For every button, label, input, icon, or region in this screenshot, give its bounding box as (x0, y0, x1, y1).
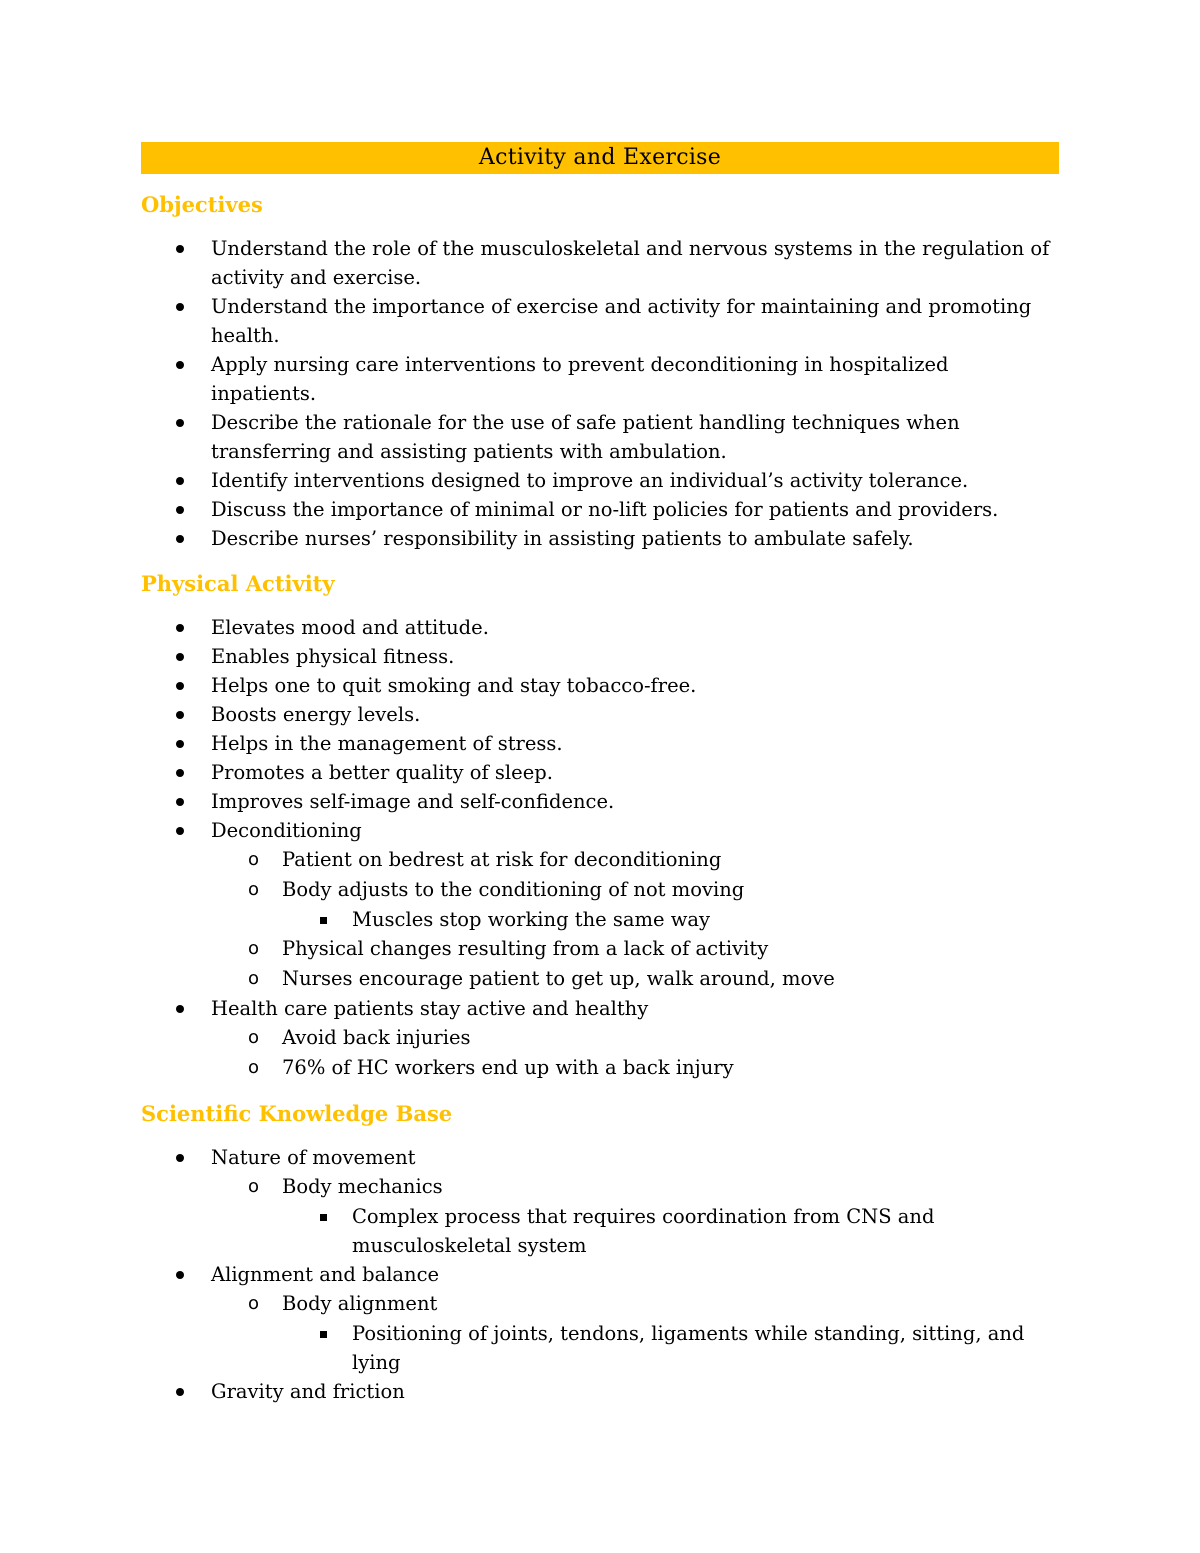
list-item-text: Nurses encourage patient to get up, walk around, move (282, 967, 835, 990)
list-item (141, 613, 1059, 642)
bullet-list-level-2 (211, 1289, 1059, 1377)
document-body (141, 142, 1059, 1412)
list-item (141, 905, 1059, 934)
list-item (141, 787, 1059, 816)
list-item (141, 875, 1059, 934)
list-item-text: Helps one to quit smoking and stay tobacco-free. (211, 674, 697, 697)
list-item (141, 292, 1059, 350)
list-item (141, 729, 1059, 758)
list-item-text: Deconditioning (211, 819, 362, 842)
list-item-text: Identify interventions designed to improve an individual’s activity tolerance. (211, 469, 969, 492)
bullet-list-level-1 (141, 234, 1059, 553)
list-item-text: Health care patients stay active and healthy (211, 997, 649, 1020)
list-item (141, 845, 1059, 875)
section-heading: Physical Activity (141, 571, 335, 596)
list-item (141, 700, 1059, 729)
bullet-list-level-2 (211, 1172, 1059, 1260)
list-item-text: Patient on bedrest at risk for deconditioning (282, 848, 722, 871)
list-item (141, 1172, 1059, 1260)
list-item (141, 994, 1059, 1083)
list-item-text: Apply nursing care interventions to prevent deconditioning in hospitalized inpatients. (211, 353, 949, 405)
list-item (141, 758, 1059, 787)
list-item-text: Elevates mood and attitude. (211, 616, 489, 639)
list-item-text: Muscles stop working the same way (352, 908, 711, 931)
list-item-text: Understand the role of the musculoskeletal and nervous systems in the regulation of activity and exercise. (211, 237, 1050, 289)
bullet-list-level-2 (211, 845, 1059, 994)
list-item (141, 234, 1059, 292)
list-item (141, 408, 1059, 466)
list-item (141, 466, 1059, 495)
list-item-text: Boosts energy levels. (211, 703, 421, 726)
list-item (141, 1289, 1059, 1377)
bullet-list-level-1 (141, 613, 1059, 1083)
list-item-text: Gravity and friction (211, 1380, 405, 1403)
bullet-list-level-3 (282, 905, 1059, 934)
page-title: Activity and Exercise (141, 142, 1059, 174)
list-item-text: Positioning of joints, tendons, ligaments while standing, sitting, and lying (352, 1322, 1025, 1374)
section-heading: Scientific Knowledge Base (141, 1101, 453, 1126)
section-heading: Objectives (141, 192, 263, 217)
list-item (141, 1023, 1059, 1053)
list-item-text: Avoid back injuries (282, 1026, 471, 1049)
list-item (141, 495, 1059, 524)
list-item-text: Describe the rationale for the use of safe patient handling techniques when transferring and assisting patients with ambulation. (211, 411, 960, 463)
list-item-text: Promotes a better quality of sleep. (211, 761, 553, 784)
list-item-text: Body mechanics (282, 1175, 443, 1198)
list-item (141, 1260, 1059, 1377)
sections-container (141, 190, 1059, 1406)
list-item-text: Understand the importance of exercise and activity for maintaining and promoting health. (211, 295, 1032, 347)
list-item-text: Complex process that requires coordination from CNS and musculoskeletal system (352, 1205, 935, 1257)
list-item (141, 934, 1059, 964)
list-item (141, 350, 1059, 408)
list-item (141, 1053, 1059, 1083)
list-item (141, 1202, 1059, 1260)
bullet-list-level-3 (282, 1319, 1059, 1377)
list-item-text: Discuss the importance of minimal or no-lift policies for patients and providers. (211, 498, 999, 521)
list-item-text: Body alignment (282, 1292, 438, 1315)
list-item-text: Body adjusts to the conditioning of not moving (282, 878, 745, 901)
list-item (141, 816, 1059, 994)
bullet-list-level-1 (141, 1143, 1059, 1406)
list-item (141, 964, 1059, 994)
list-item-text: Physical changes resulting from a lack of activity (282, 937, 769, 960)
list-item-text: 76% of HC workers end up with a back injury (282, 1056, 734, 1079)
list-item (141, 1377, 1059, 1406)
list-item-text: Describe nurses’ responsibility in assisting patients to ambulate safely. (211, 527, 914, 550)
list-item (141, 671, 1059, 700)
list-item (141, 642, 1059, 671)
bullet-list-level-3 (282, 1202, 1059, 1260)
list-item (141, 1319, 1059, 1377)
list-item (141, 1143, 1059, 1260)
bullet-list-level-2 (211, 1023, 1059, 1083)
list-item (141, 524, 1059, 553)
list-item-text: Nature of movement (211, 1146, 416, 1169)
list-item-text: Helps in the management of stress. (211, 732, 563, 755)
list-item-text: Alignment and balance (211, 1263, 440, 1286)
list-item-text: Improves self-image and self-confidence. (211, 790, 615, 813)
list-item-text: Enables physical fitness. (211, 645, 455, 668)
